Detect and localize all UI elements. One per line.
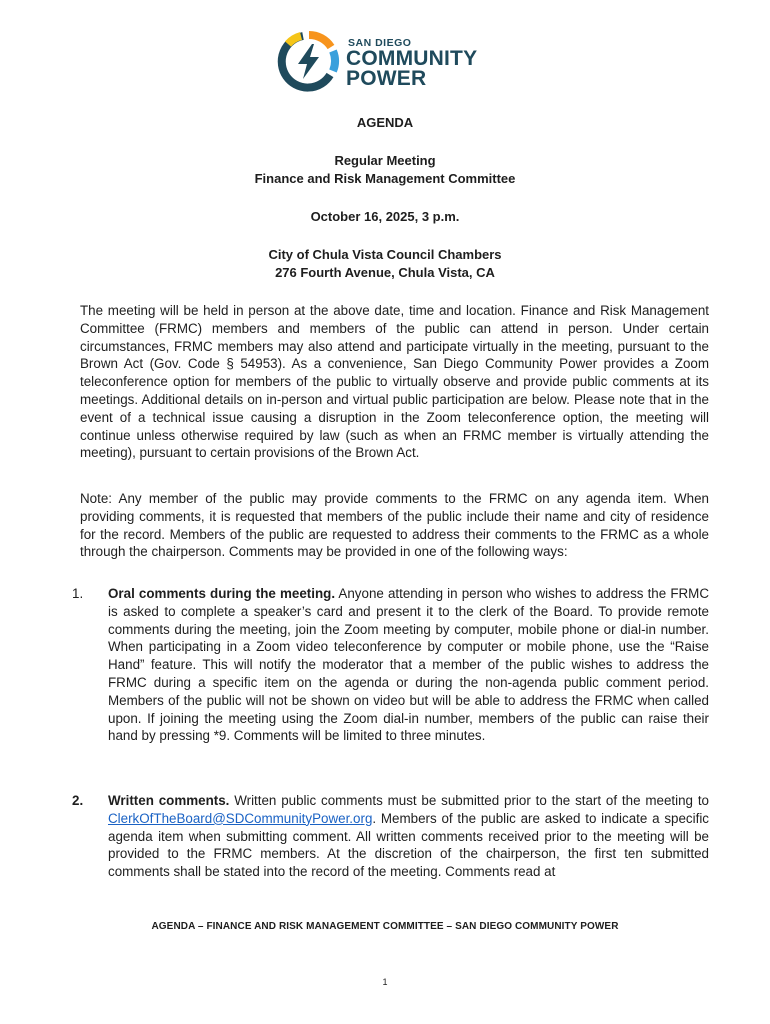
page-number: 1 bbox=[382, 977, 388, 987]
meeting-type: Regular Meeting bbox=[334, 153, 436, 168]
meeting-venue: City of Chula Vista Council Chambers bbox=[268, 247, 502, 262]
item-number: 2. bbox=[72, 793, 84, 808]
agenda-title: AGENDA bbox=[356, 115, 414, 130]
item-number: 1. bbox=[72, 586, 84, 601]
item-body-before-link: Written public comments must be submitted prior to the start of the meeting to bbox=[229, 793, 709, 808]
intro-paragraph: The meeting will be held in person at the above date, time and location. Finance and Risk Management Committee (FRMC) members and members of the public can attend in person. Under certain circumstances, FRMC members may also attend and participate virtually in the meeting, pursuant to the Brown Act (Gov. Code § 54953). As a convenience, San Diego Community Power provides a Zoom teleconference option for members of the public to virtually observe and provide public comments at its meetings. Additional details on in-person and virtual public participation are below. Please note that in the event of a technical issue causing a disruption in the Zoom teleconference option, the meeting will continue unless otherwise required by law (such as when an FRMC member is virtually attending the meeting), pursuant to certain provisions of the Brown Act. bbox=[80, 303, 709, 461]
note-paragraph: Note: Any member of the public may provide comments to the FRMC on any agenda item. When providing comments, it is requested that members of the public include their name and city of residence for the record. Members of the public are requested to address their comments to the FRMC as a whole through the chairperson. Comments may be provided in one of the following ways: bbox=[80, 491, 709, 560]
meeting-address: 276 Fourth Avenue, Chula Vista, CA bbox=[275, 265, 495, 280]
logo-small-text: SAN DIEGO bbox=[348, 37, 412, 49]
lightning-bolt-icon bbox=[276, 28, 342, 94]
committee-name: Finance and Risk Management Committee bbox=[254, 171, 516, 186]
item-text bbox=[108, 585, 709, 745]
item-lead: Oral comments during the meeting. bbox=[108, 586, 336, 601]
item-text bbox=[108, 792, 709, 881]
meeting-datetime: October 16, 2025, 3 p.m. bbox=[310, 209, 460, 224]
item-lead: Written comments. bbox=[108, 793, 230, 808]
clerk-email-link[interactable]: ClerkOfTheBoard@SDCommunityPower.org bbox=[108, 810, 373, 826]
sdcp-logo bbox=[276, 28, 496, 92]
page-footer: AGENDA – FINANCE AND RISK MANAGEMENT COMMITTEE – SAN DIEGO COMMUNITY POWER bbox=[151, 921, 619, 932]
logo-line-2: POWER bbox=[346, 67, 427, 90]
item-body-after-link: . Members of the public are asked to indicate a specific agenda item when submitting comment. All written comments received prior to the meeting will be provided to the FRMC members. At the discretion of the chairperson, the first ten submitted comments shall be stated into the record of the meeting. Comments read at bbox=[108, 810, 709, 880]
logo-line-1: COMMUNITY bbox=[346, 47, 478, 70]
item-body: Anyone attending in person who wishes to address the FRMC is asked to complete a speaker’s card and present it to the clerk of the Board. To provide remote comments during the meeting, join the Zoom meeting by computer, mobile phone or dial-in number. When participating in a Zoom video teleconference by computer or mobile phone, use the “Raise Hand” feature. This will notify the moderator that a member of the public wishes to address the FRMC during a specific item on the agenda or during the non-agenda public comment period. Members of the public will not be shown on video but will be able to address the FRMC when called upon. If joining the meeting using the Zoom dial-in number, members of the public can raise their hand by pressing *9. Comments will be limited to three minutes. bbox=[108, 586, 709, 744]
